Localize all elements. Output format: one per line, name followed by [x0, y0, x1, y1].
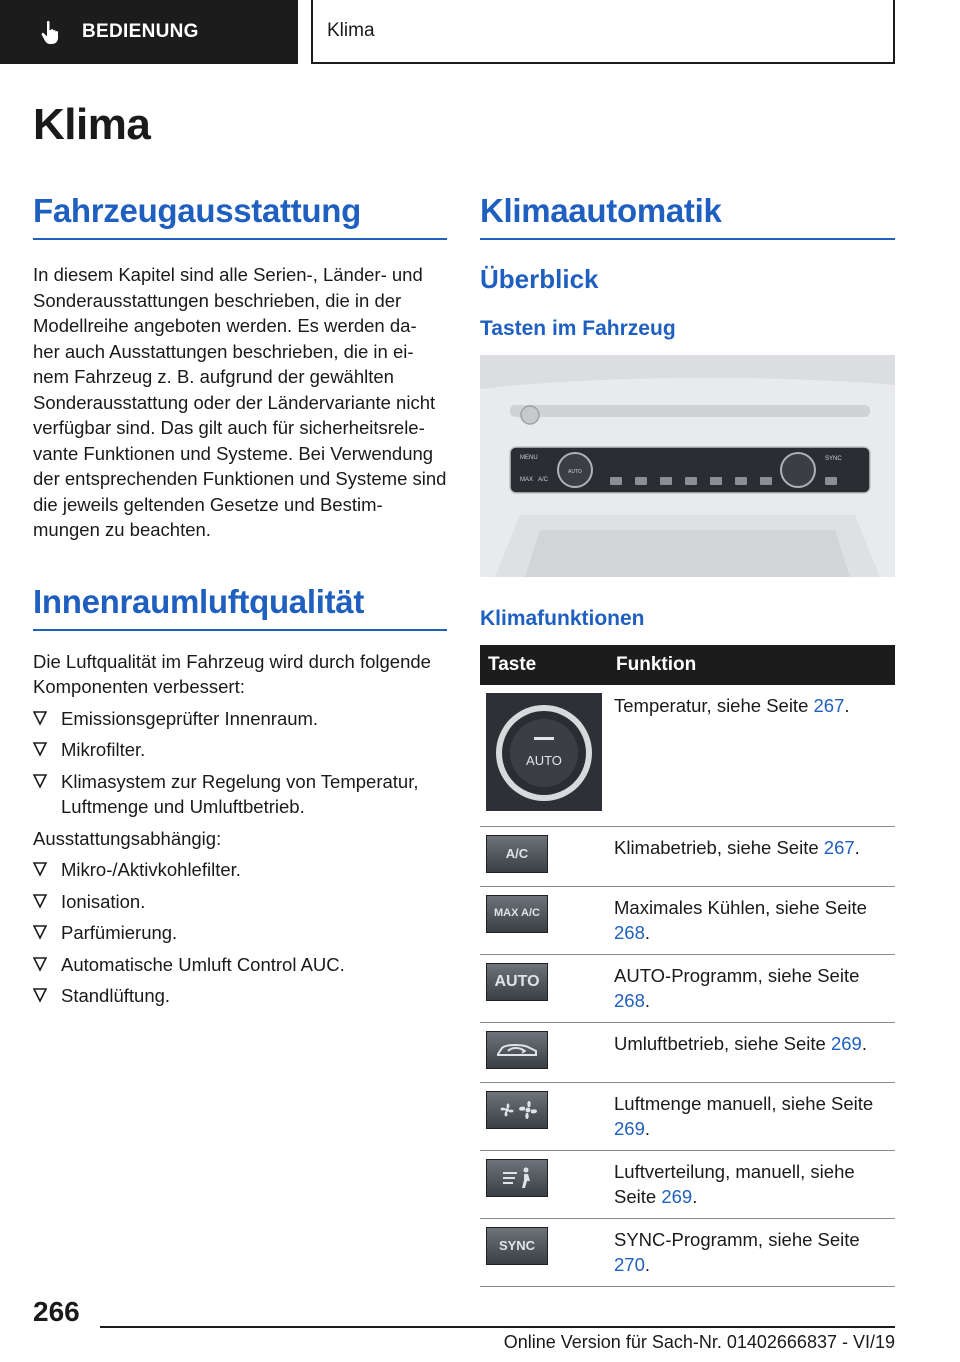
table-row: Luftverteilung, manuell, siehe Seite 269.	[480, 1150, 895, 1218]
column-header-funktion: Funktion	[608, 645, 895, 685]
bullet-triangle-icon	[33, 773, 47, 789]
footer-online-version: Online Version für Sach-Nr. 01402666837 - VI/19	[503, 1332, 895, 1352]
max-ac-button-icon: MAX A/C	[486, 895, 548, 933]
table-row: Luftmenge manuell, siehe Seite 269.	[480, 1082, 895, 1150]
list-item: Mikrofilter.	[33, 737, 447, 763]
heading-innenraumluftqualitaet: Innenraumluftqualität	[33, 583, 447, 631]
table-row: MAX A/C Maximales Kühlen, siehe Seite 268.	[480, 886, 895, 954]
panel-label: AUTO	[568, 469, 582, 475]
bullet-triangle-icon	[33, 987, 47, 1003]
list-item: Ionisation.	[33, 889, 447, 915]
climate-panel-photo	[480, 355, 895, 577]
temperature-knob-icon	[486, 693, 602, 811]
page-title: Klima	[33, 100, 151, 149]
heading-klimafunktionen: Klimafunktionen	[480, 607, 645, 630]
luft-intro: Die Luftqualität im Fahrzeug wird durch folgende Komponenten verbessert:	[33, 650, 431, 697]
bullet-triangle-icon	[33, 741, 47, 757]
chapter-label: Klima	[327, 20, 375, 41]
fan-icon	[492, 1097, 542, 1123]
list-item: Standlüftung.	[33, 983, 447, 1009]
page-link[interactable]: 267	[813, 695, 845, 716]
page-link[interactable]: 268	[614, 990, 645, 1011]
recirculation-button-icon	[486, 1031, 548, 1069]
car-recirculation-icon	[494, 1039, 540, 1061]
panel-label: MAX	[520, 477, 534, 483]
heading-ueberblick: Überblick	[480, 264, 599, 294]
bullet-triangle-icon	[33, 710, 47, 726]
bullet-triangle-icon	[33, 861, 47, 877]
optional-label: Ausstattungsabhängig:	[33, 827, 222, 849]
right-column	[480, 192, 895, 1287]
fan-button-icon	[486, 1091, 548, 1129]
table-row: AUTO AUTO-Programm, siehe Seite 268.	[480, 954, 895, 1022]
page-link[interactable]: 269	[830, 1032, 862, 1054]
page-link[interactable]: 269	[661, 1186, 693, 1207]
chapter-header	[311, 0, 895, 64]
ausstattung-paragraph: In diesem Kapitel sind alle Serien-, Länder- und Sonderausstattungen beschrieben, die in der Modellreihe angeboten werden. Es werden da‐ her auch Ausstattungen beschrieben, die in ei‐ nem Fahrzeug z. B. aufgrund der gewählten Sonderausstattung oder der Ländervariante nicht verfügbar sind. Das gilt auch für sicherheitsrele‐ vante Funktionen und Systeme. Bei Verwendung der entsprechenden Funktionen und Systeme sind die jeweils geltenden Gesetze und Bestim‐ mungen zu beachten.	[33, 264, 447, 540]
section-label: BEDIENUNG	[82, 21, 199, 42]
air-distribution-button-icon	[486, 1159, 548, 1197]
bullet-triangle-icon	[33, 924, 47, 940]
heading-klimaautomatik: Klimaautomatik	[480, 192, 895, 240]
list-item: Automatische Umluft Control AUC.	[33, 952, 447, 978]
hand-pointer-icon	[38, 19, 64, 45]
sync-button-icon: SYNC	[486, 1227, 548, 1265]
bullet-triangle-icon	[33, 893, 47, 909]
column-header-taste: Taste	[480, 645, 608, 685]
ac-button-icon: A/C	[486, 835, 548, 873]
climate-functions-table	[480, 645, 895, 1287]
table-row: A/C Klimabetrieb, siehe Seite 267.	[480, 826, 895, 886]
heading-fahrzeugausstattung: Fahrzeugausstattung	[33, 192, 447, 240]
page-link[interactable]: 270	[614, 1254, 645, 1275]
footer-rule	[100, 1326, 895, 1328]
panel-label: A/C	[538, 477, 549, 483]
page-link[interactable]: 269	[614, 1118, 645, 1139]
left-column	[33, 192, 447, 1015]
auto-button-icon: AUTO	[486, 963, 548, 1001]
bullet-triangle-icon	[33, 956, 47, 972]
section-tab	[0, 0, 298, 64]
list-item: Emissionsgeprüfter Innenraum.	[33, 706, 447, 732]
panel-label: SYNC	[825, 456, 842, 462]
svg-text:AUTO: AUTO	[526, 753, 562, 768]
page-link[interactable]: 268	[614, 922, 645, 943]
panel-label: MENU	[520, 455, 538, 461]
list-item: Klimasystem zur Regelung von Temperatur, Luftmenge und Umluftbetrieb.	[33, 769, 447, 820]
table-row: AUTO Temperatur, siehe Seite 267.	[480, 685, 895, 826]
luft-list	[33, 706, 447, 820]
page-number: 266	[33, 1296, 80, 1327]
optional-list	[33, 857, 447, 1009]
list-item: Mikro-/Aktivkohlefilter.	[33, 857, 447, 883]
list-item: Parfümierung.	[33, 920, 447, 946]
table-header-row	[480, 645, 895, 685]
table-row: SYNC SYNC-Programm, siehe Seite 270.	[480, 1218, 895, 1286]
page-link[interactable]: 267	[823, 836, 855, 858]
heading-tasten: Tasten im Fahrzeug	[480, 317, 676, 340]
table-row: Umluftbetrieb, siehe Seite 269.	[480, 1022, 895, 1082]
air-distribution-icon	[497, 1165, 537, 1191]
